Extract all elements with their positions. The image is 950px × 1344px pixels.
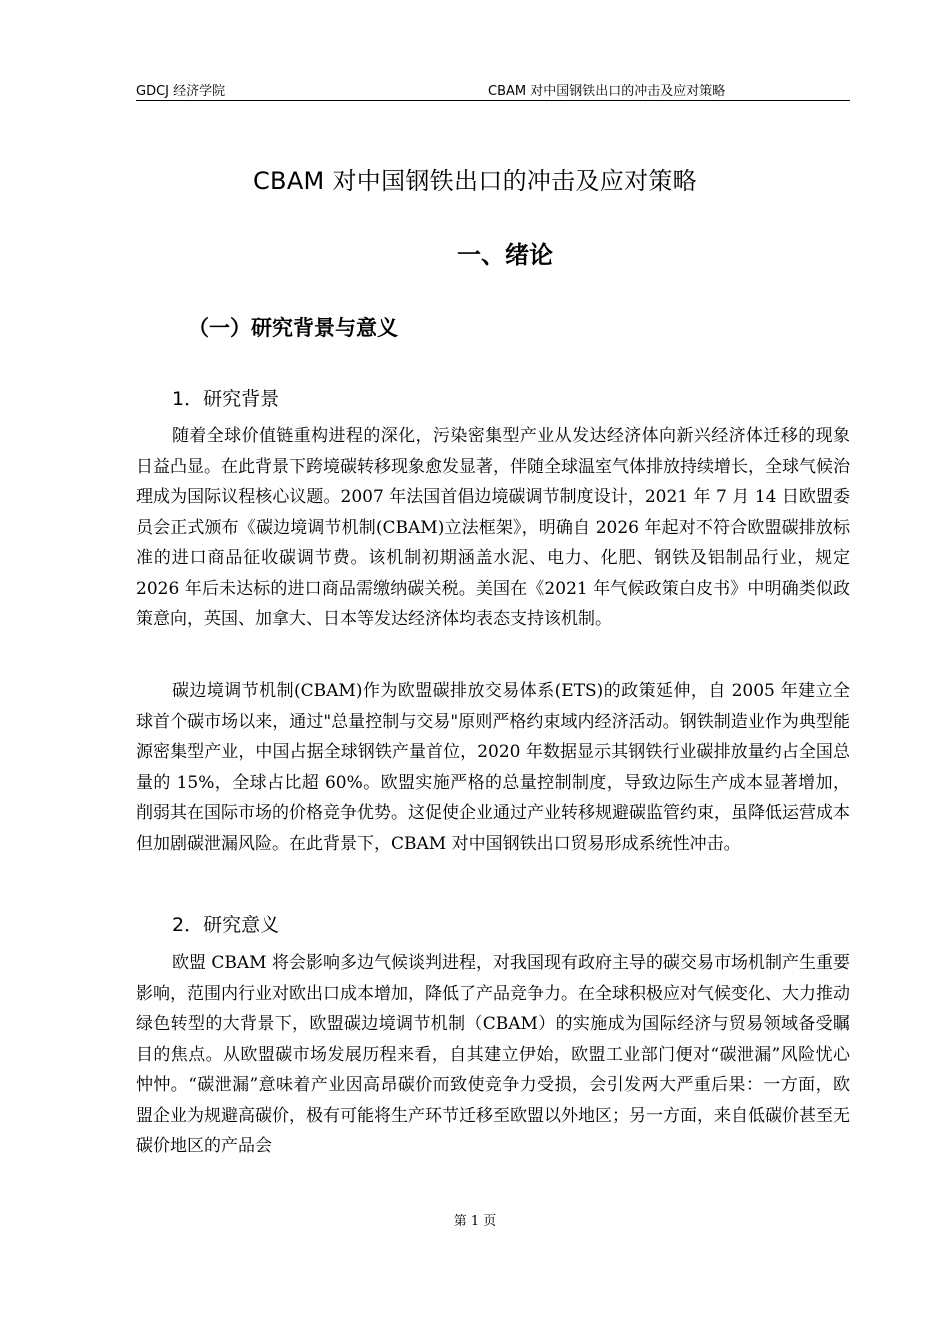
paragraph-significance-1: 欧盟 CBAM 将会影响多边气候谈判进程，对我国现有政府主导的碳交易市场机制产生重要影响，范围内行业对欧出口成本增加，降低了产品竞争力。在全球积极应对气候变化、大力推动绿色转型的大背景下，欧盟碳边境调节机制（CBAM）的实施成为国际经济与贸易领域备受瞩目的焦点。从欧盟碳市场发展历程来看，自其建立伊始，欧盟工业部门便对“碳泄漏”风险忧心忡忡。“碳泄漏”意味着产业因高昂碳价而致使竞争力受损，会引发两大严重后果：一方面，欧盟企业为规避高碳价，极有可能将生产环节迁移至欧盟以外地区；另一方面，来自低碳价甚至无碳价地区的产品会: [136, 953, 850, 1156]
paragraph-background-2: 碳边境调节机制(CBAM)作为欧盟碳排放交易体系(ETS)的政策延伸，自 2005 年建立全球首个碳市场以来，通过"总量控制与交易"原则严格约束域内经济活动。钢铁制造业作为典型能源密集型产业，中国占据全球钢铁产量首位，2020 年数据显示其钢铁行业碳排放量约占全国总量的 15%，全球占比超 60%。欧盟实施严格的总量控制制度，导致边际生产成本显著增加，削弱其在国际市场的价格竞争优势。这促使企业通过产业转移规避碳监管约束，虽降低运营成本但加剧碳泄漏风险。在此背景下，CBAM 对中国钢铁出口贸易形成系统性冲击。: [136, 681, 850, 854]
page-header: [136, 76, 850, 101]
subsection-heading-significance: 2．研究意义: [172, 914, 280, 936]
paragraph-background-1: 随着全球价值链重构进程的深化，污染密集型产业从发达经济体向新兴经济体迁移的现象日益凸显。在此背景下跨境碳转移现象愈发显著，伴随全球温室气体排放持续增长，全球气候治理成为国际议程核心议题。2007 年法国首倡边境碳调节制度设计，2021 年 7 月 14 日欧盟委员会正式颁布《碳边境调节机制(CBAM)立法框架》，明确自 2026 年起对不符合欧盟碳排放标准的进口商品征收碳调节费。该机制初期涵盖水泥、电力、化肥、钢铁及铝制品行业，规定 2026 年后未达标的进口商品需缴纳碳关税。美国在《2021 年气候政策白皮书》中明确类似政策意向，英国、加拿大、日本等发达经济体均表态支持该机制。: [136, 426, 850, 629]
header-right-text: CBAM 对中国钢铁出口的冲击及应对策略: [488, 84, 726, 99]
header-left-text: GDCJ 经济学院: [136, 84, 226, 99]
section-heading: （一）研究背景与意义: [188, 316, 398, 340]
chapter-heading: 一、绪论: [457, 241, 553, 269]
subsection-heading-background: 1．研究背景: [172, 388, 280, 410]
document-title: CBAM 对中国钢铁出口的冲击及应对策略: [253, 167, 697, 195]
page-number-footer: 第 1 页: [453, 1214, 497, 1229]
